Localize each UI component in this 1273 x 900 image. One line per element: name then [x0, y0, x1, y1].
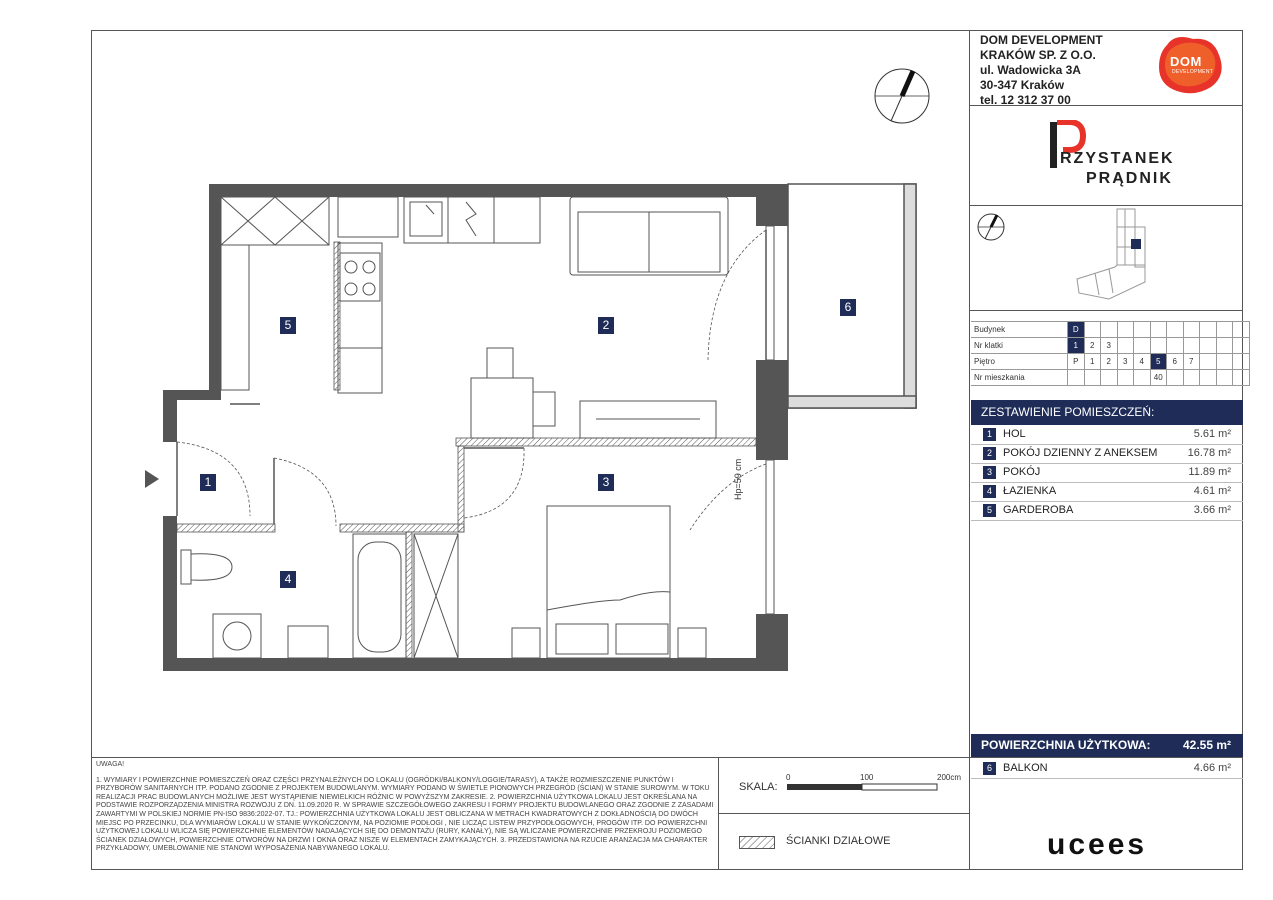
cell: 7 [1183, 354, 1200, 370]
room-area: 4.61 m² [1193, 485, 1231, 497]
room-label-3: 3 [598, 474, 614, 491]
room-area: 16.78 m² [1187, 447, 1231, 459]
row-label: Nr mieszkania [971, 370, 1068, 386]
row-label: Nr klatki [971, 338, 1068, 354]
ucees-logo: ucees [1047, 828, 1148, 861]
room-number: 6 [983, 762, 996, 775]
room-label-5: 5 [280, 317, 296, 334]
cell: 1 [1084, 354, 1101, 370]
window-sill-height-label: Hp=59 cm [733, 458, 743, 500]
room-area: 4.66 m² [1193, 762, 1231, 774]
cell: P [1068, 354, 1085, 370]
room-number: 1 [983, 428, 996, 441]
room-number: 3 [983, 466, 996, 479]
room-label-2: 2 [598, 317, 614, 334]
room-label-1: 1 [200, 474, 216, 491]
room-area: 5.61 m² [1193, 428, 1231, 440]
room-name: BALKON [1003, 762, 1048, 774]
cell: 3 [1101, 338, 1118, 354]
company-line: tel. 12 312 37 00 [980, 93, 1071, 107]
cell: D [1068, 322, 1085, 338]
total-area-value: 42.55 m² [1182, 738, 1231, 752]
summary-heading: ZESTAWIENIE POMIESZCZEŃ: [971, 400, 1243, 425]
cell: 5 [1150, 354, 1167, 370]
company-line: 30-347 Kraków [980, 78, 1065, 92]
cell: 2 [1101, 354, 1118, 370]
notes-text: 1. WYMIARY I POWIERZCHNIE POMIESZCZEŃ ORAZ CZĘŚCI PRZYNALEŻNYCH DO LOKALU (OGRÓDKI/BALKONY/LOGGIE/TARASY), A TAKŻE ROZMIESZCZENIE PUNKTÓW I PRZYBORÓW SANITARNYCH ITP. PODANO ZGODNIE Z PROJEKTEM BUDOWLANYM. WYMIARY PODANO W ŚWIETLE PIONOWYCH PRZEGRÓD (ŚCIAN) W STANIE SUROWYM. W TOKU REALIZACJI PRAC BUDOWLANYCH MOŻLIWE JEST WYSTĄPIENIE NIEWIELKICH RÓŻNIC W POWYŻSZYM ZAKRESIE. 2. POWIERZCHNIA UŻYTKOWA LOKALU JEST OKREŚLANA NA PODSTAWIE ROZPORZĄDZENIA MINISTRA ROZWOJU Z DN. 11.09.2020 R. W SPRAWIE SZCZEGÓŁOWEGO ZAKRESU I FORMY PROJEKTU BUDOWLANEGO ORAZ ZGODNIE Z ZASADAMI ZAWARTYMI W POLSKIEJ NORMIE PN-ISO 9836:2022-07. TJ.: POWIERZCHNIA UŻYTKOWA LOKALU JEST OBLICZANA W METRACH KWADRATOWYCH Z DOKŁADNOŚCIĄ DO DWÓCH MIEJSC PO PRZECINKU, DLA WYMIARÓW LOKALU W STANIE WYKOŃCZONYM, NA POZIOMIE PODŁOGI , NIE LICZĄC LISTEW PRZYPODŁOGOWYCH, PROGÓW ITP. DO POWIERZCHNI UŻYTKOWEJ LOKALU WLICZA SIĘ POWIERZCHNIE ELEMENTÓW NADAJĄCYCH SIĘ DO DEMONTAŻU (RURY, KANAŁY), NIE SĄ WLICZANE POWIERZCHNIE PRZEKROJU POZIOMEGO ŚCIANEK DZIAŁOWYCH, POWIERZCHNIE OTWORÓW NA DRZWI I OKNA ORAZ NISZE W ELEMENTACH ZAMYKAJĄCYCH. 3. PRZEDSTAWIONA NA RZUCIE ARANŻACJA MA CHARAKTER PRZYKŁADOWY, UMEBLOWANIE NIE STANOWI WYPOSAŻENIA NABYWANEGO LOKALU. [96, 776, 714, 853]
room-area: 11.89 m² [1188, 466, 1231, 478]
row-label: Piętro [971, 354, 1068, 370]
cell: 6 [1167, 354, 1184, 370]
company-line: DOM DEVELOPMENT [980, 33, 1103, 47]
room-label-4: 4 [280, 571, 296, 588]
room-number: 5 [983, 504, 996, 517]
cell: 4 [1134, 354, 1151, 370]
room-name: POKÓJ [1003, 466, 1041, 478]
cell: 2 [1084, 338, 1101, 354]
cell: 3 [1117, 354, 1134, 370]
project-name-line2: PRĄDNIK [1086, 170, 1173, 187]
cell: 40 [1150, 370, 1167, 386]
room-name: GARDEROBA [1003, 504, 1074, 516]
room-name: HOL [1003, 428, 1026, 440]
room-label-6: 6 [840, 299, 856, 316]
room-number: 2 [983, 447, 996, 460]
scale-label: SKALA: [739, 781, 778, 793]
total-area-label: POWIERZCHNIA UŻYTKOWA: [981, 738, 1151, 752]
room-name: ŁAZIENKA [1003, 485, 1057, 497]
room-area: 3.66 m² [1193, 504, 1231, 516]
scale-tick: 100 [860, 773, 874, 782]
room-name: POKÓJ DZIENNY Z ANEKSEM [1003, 447, 1158, 459]
partition-wall-label: ŚCIANKI DZIAŁOWE [786, 835, 891, 847]
row-label: Budynek [971, 322, 1068, 338]
dom-logo-text: DOM [1170, 54, 1202, 69]
cell: 1 [1068, 338, 1085, 354]
company-line: ul. Wadowicka 3A [980, 63, 1081, 77]
notes-title: UWAGA! [96, 761, 125, 768]
company-line: KRAKÓW SP. Z O.O. [980, 48, 1096, 62]
dom-logo-subtext: DEVELOPMENT [1172, 69, 1214, 75]
room-number: 4 [983, 485, 996, 498]
scale-tick: 0 [786, 773, 791, 782]
scale-tick: 200cm [937, 773, 962, 782]
project-name-line1: RZYSTANEK [1060, 150, 1175, 167]
